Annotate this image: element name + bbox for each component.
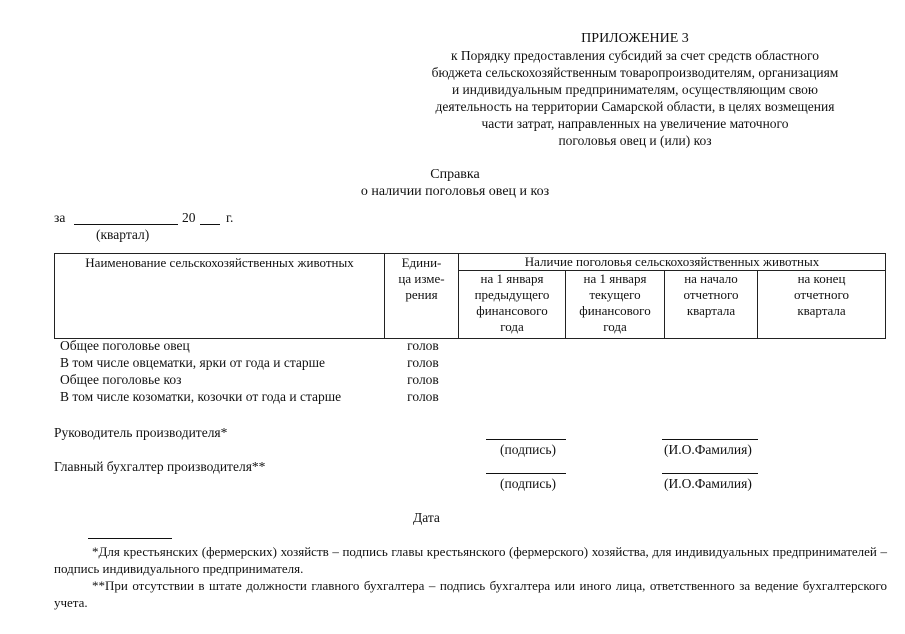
header-quarter-start: на начало отчетного квартала — [665, 271, 758, 339]
row-animal-name: В том числе козоматки, козочки от года и старше — [60, 389, 342, 404]
accountant-signature-line — [486, 459, 566, 474]
header-prev-year: на 1 января предыдущего финансового года — [459, 271, 566, 339]
head-name-caption: (И.О.Фамилия) — [664, 442, 752, 457]
period-prefix: за — [54, 210, 66, 225]
header-availability-group: Наличие поголовья сельскохозяйственных животных — [459, 254, 886, 271]
table-row — [60, 388, 460, 405]
row-animal-name: Общее поголовье овец — [60, 338, 190, 353]
accountant-signature-caption: (подпись) — [500, 476, 557, 491]
head-signature-line — [486, 425, 566, 440]
appendix-line: бюджета сельскохозяйственным товаропроизводителям, организациям — [431, 65, 839, 80]
table-row — [60, 354, 460, 371]
footnote-2: **При отсутствии в штате должности главного бухгалтера – подпись бухгалтера или иного лица, ответственного за ведение бухгалтерского учета. — [54, 578, 887, 610]
accountant-signature-label: Главный бухгалтер производителя** — [54, 459, 266, 474]
appendix-header — [400, 30, 870, 149]
table-row — [60, 371, 460, 388]
row-unit: голов — [407, 338, 439, 353]
document-subtitle: о наличии поголовья овец и коз — [360, 184, 550, 199]
row-animal-name: Общее поголовье коз — [60, 372, 182, 387]
head-signature-label: Руководитель производителя* — [54, 425, 228, 440]
table-row — [60, 337, 460, 354]
footnote-separator — [88, 538, 172, 539]
head-signature-caption: (подпись) — [500, 442, 557, 457]
date-label: Дата — [413, 510, 440, 525]
header-unit: Едини- ца изме- рения — [385, 254, 459, 339]
appendix-line: к Порядку предоставления субсидий за счет средств областного — [450, 48, 820, 63]
header-current-year: на 1 января текущего финансового года — [566, 271, 665, 339]
quarter-caption: (квартал) — [96, 227, 150, 242]
appendix-line: деятельность на территории Самарской области, в целях возмещения — [435, 99, 835, 114]
row-animal-name: В том числе овцематки, ярки от года и старше — [60, 355, 326, 370]
livestock-rows — [60, 337, 460, 405]
year-suffix: г. — [226, 210, 234, 225]
livestock-table — [54, 253, 886, 339]
footnote-1: *Для крестьянских (фермерских) хозяйств – подпись главы крестьянского (фермерского) хозяйства, для индивидуальных предпринимателей – подпись индивидуального предпринимателя. — [54, 544, 887, 576]
row-unit: голов — [407, 355, 439, 370]
quarter-blank — [74, 210, 178, 225]
appendix-title: ПРИЛОЖЕНИЕ 3 — [581, 31, 689, 46]
header-quarter-end: на конец отчетного квартала — [758, 271, 886, 339]
row-unit: голов — [407, 389, 439, 404]
appendix-line: части затрат, направленных на увеличение маточного — [481, 116, 789, 131]
year-blank — [200, 210, 220, 225]
row-unit: голов — [407, 372, 439, 387]
accountant-name-caption: (И.О.Фамилия) — [664, 476, 752, 491]
document-title: Справка — [430, 167, 480, 182]
appendix-line: поголовья овец и (или) коз — [558, 133, 712, 148]
head-name-line — [662, 425, 758, 440]
year-prefix: 20 — [182, 210, 196, 225]
header-animal-name: Наименование сельскохозяйственных животных — [55, 254, 385, 339]
appendix-line: и индивидуальным предпринимателям, осуществляющим свою — [451, 82, 819, 97]
accountant-name-line — [662, 459, 758, 474]
